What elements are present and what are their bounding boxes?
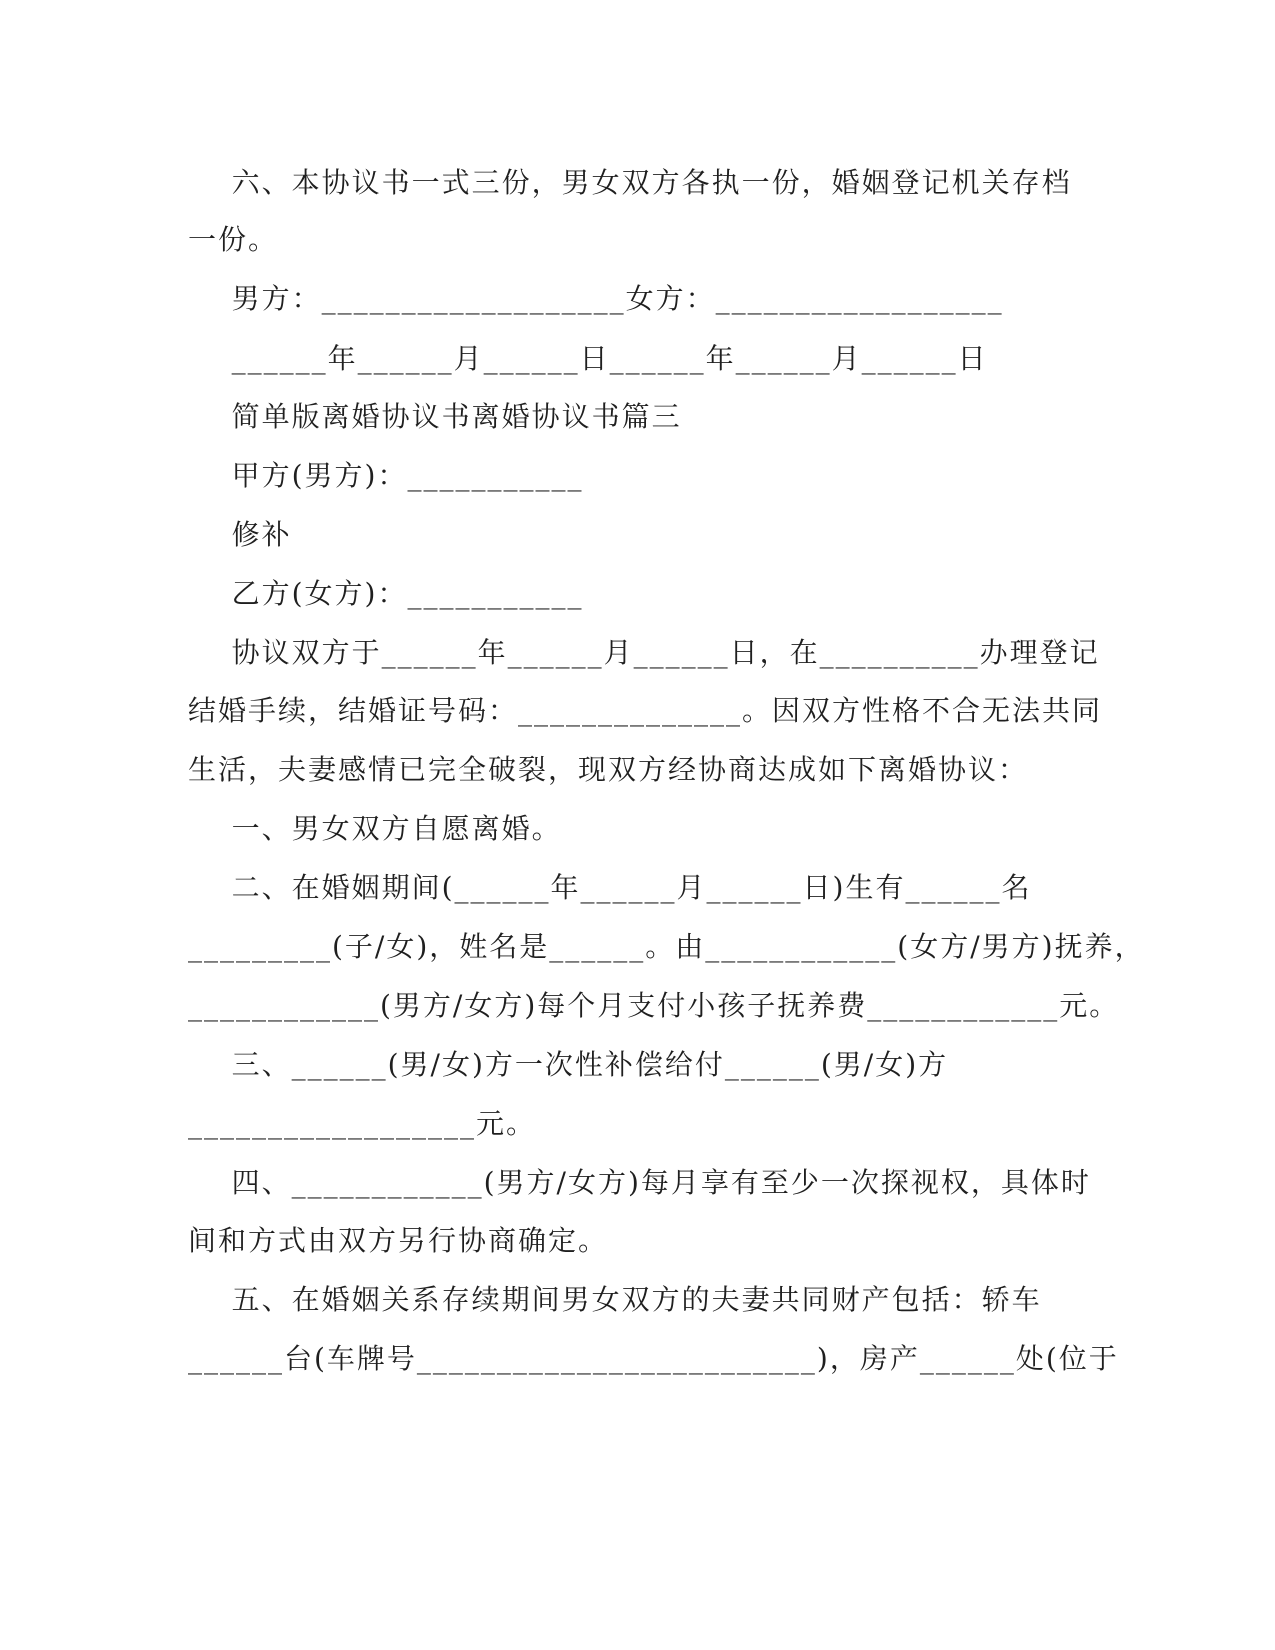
text-line: ____________(男方/女方)每个月支付小孩子抚养费____________元。 — [188, 989, 1120, 1022]
text-line: 生活，夫妻感情已完全破裂，现双方经协商达成如下离婚协议： — [188, 753, 1029, 786]
text-line: _________(子/女)，姓名是______。由____________(女方/男方)抚养， — [188, 930, 1145, 963]
text-line: 一份。 — [188, 223, 279, 256]
text-line: 间和方式由双方另行协商确定。 — [188, 1224, 609, 1257]
text-line: 男方：___________________女方：__________________ — [188, 282, 1004, 315]
text-line: __________________元。 — [188, 1107, 537, 1140]
text-line: 六、本协议书一式三份，男女双方各执一份，婚姻登记机关存档 — [188, 166, 1072, 199]
text-line: 四、____________(男方/女方)每月享有至少一次探视权，具体时 — [188, 1166, 1091, 1199]
text-line: 三、______(男/女)方一次性补偿给付______(男/女)方 — [188, 1048, 949, 1081]
text-line: 乙方(女方)：___________ — [188, 577, 584, 610]
text-line: 甲方(男方)：___________ — [188, 459, 584, 492]
text-line: 一、男女双方自愿离婚。 — [188, 812, 562, 845]
text-line: 协议双方于______年______月______日，在__________办理登记 — [188, 636, 1100, 669]
text-line: 二、在婚姻期间(______年______月______日)生有______名 — [188, 871, 1032, 904]
text-line: 结婚手续，结婚证号码：______________。因双方性格不合无法共同 — [188, 694, 1103, 727]
section-heading: 简单版离婚协议书离婚协议书篇三 — [188, 400, 682, 433]
text-line: ______年______月______日______年______月______日 — [188, 342, 988, 375]
text-line: ______台(车牌号_________________________)，房产______处(位于 — [188, 1342, 1119, 1375]
text-line: 五、在婚姻关系存续期间男女双方的夫妻共同财产包括：轿车 — [188, 1283, 1042, 1316]
text-line: 修补 — [188, 518, 292, 551]
